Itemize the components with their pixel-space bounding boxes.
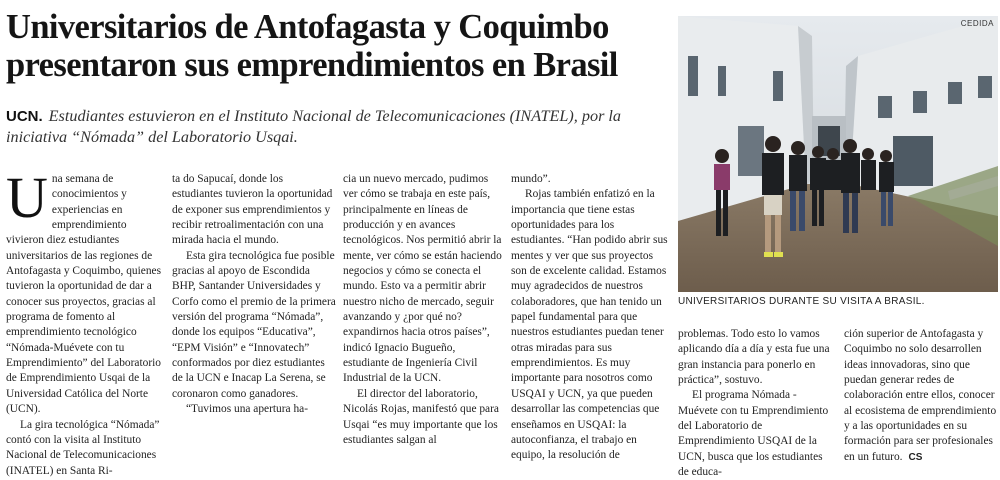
photo-credit: CEDIDA	[960, 19, 994, 28]
headline	[6, 8, 674, 84]
paragraph: ción superior de Antofagasta y Coquimbo no solo desarrollen ideas innovadoras, sino que puedan generar redes de colaboración entre ellos, conocer al ecosistema de emprendimiento y a las oportunidades en su formación para ser profesionales en un futuro.	[844, 328, 997, 463]
paragraph: Esta gira tecnológica fue posible gracias al apoyo de Escondida BHP, Santander Universidades y Corfo como el premio de la primera versión del programa “Nómada”, donde los equipos “Educativa”, “EPM Visión” e “Innovatech” conformados por diez estudiantes de la UCN e Inacap La Serena, se coronaron como ganadores.	[172, 249, 336, 400]
article-column-2	[172, 172, 336, 418]
drop-cap: U	[6, 165, 48, 230]
article-column-5	[678, 327, 836, 480]
article-column-3	[343, 172, 503, 448]
paragraph: La gira tecnológica “Nómada” contó con la visita al Instituto Nacional de Telecomunicaciones (INATEL) en Santa Ri-	[6, 418, 160, 477]
article-column-4	[511, 172, 669, 464]
lead-summary	[6, 106, 674, 147]
paragraph: mundo”.	[511, 173, 551, 185]
paragraph: cia un nuevo mercado, pudimos ver cómo se trabaja en este país, principalmente en líneas de producción y en avances tecnológicos. Nos permitió abrir la mente, ver cómo se están haciendo negocios y cómo se conecta el mundo. Esto va a permitir abrir nuestro nicho de mercado, seguir avanzando y ¿por qué no? expandirnos hacia otros países”, indicó Ignacio Bugueño, estudiante de Ingeniería Civil Industrial de la UCN.	[343, 173, 502, 385]
end-mark: CS	[908, 451, 923, 463]
paragraph: El director del laboratorio, Nicolás Rojas, manifestó que para Usqai “es muy importante que los estudiantes salgan al	[343, 387, 499, 446]
lead-text: Estudiantes estuvieron en el Instituto Nacional de Telecomunicaciones (INATEL), por la iniciativa “Nómada” del Laboratorio Usqai.	[6, 107, 622, 146]
article-column-6	[844, 327, 998, 465]
paragraph: Rojas también enfatizó en la importancia que tiene estas oportunidades para los estudiantes. “Han podido abrir sus mentes y ver que sus proyectos son de excelente calidad. Estamos muy agradecidos de nuestros colaboradores, que han tenido un papel fundamental para que nuestros estudiantes puedan tener otras miradas para sus emprendimientos. Es muy importante para nosotros como USQAI y UCN, ya que pueden desarrollar las competencias que enseñamos en USQAI: la autoconfianza, el trabajo en equipo, la resolución de	[511, 188, 668, 462]
paragraph: problemas. Todo esto lo vamos aplicando día a día y esta fue una gran instancia para ponerlo en práctica”, sostuvo.	[678, 328, 830, 387]
students-photo-illustration	[678, 16, 998, 292]
paragraph: ta do Sapucaí, donde los estudiantes tuvieron la oportunidad de exponer sus emprendimientos y recibir retroalimentación con una mirada hacia el mundo.	[172, 173, 333, 247]
paragraph: na semana de conocimientos y experiencias en emprendimiento vivieron diez estudiantes universitarios de las regiones de Antofagasta y Coquimbo, quienes tuvieron la oportunidad de dar a conocer sus proyectos, gracias al programa de fomento al emprendimiento tecnológico “Nómada-Muévete con tu Emprendimiento” del Laboratorio de Emprendimiento Usqai de la Universidad Católica del Norte (UCN).	[6, 173, 162, 416]
headline-line-1: Universitarios de Antofagasta y Coquimbo	[6, 8, 609, 46]
paragraph: “Tuvimos una apertura ha-	[186, 403, 308, 416]
headline-line-2: presentaron sus emprendimientos en Brasil	[6, 46, 618, 84]
article-column-1	[6, 165, 162, 479]
section-tag: UCN.	[6, 108, 43, 125]
photo-caption: UNIVERSITARIOS DURANTE SU VISITA A BRASIL.	[678, 296, 925, 307]
article-photo	[678, 16, 998, 292]
paragraph: El programa Nómada - Muévete con tu Emprendimiento del Laboratorio de Emprendimiento USQAI de la UCN, busca que los estudiantes de educa-	[678, 389, 829, 479]
